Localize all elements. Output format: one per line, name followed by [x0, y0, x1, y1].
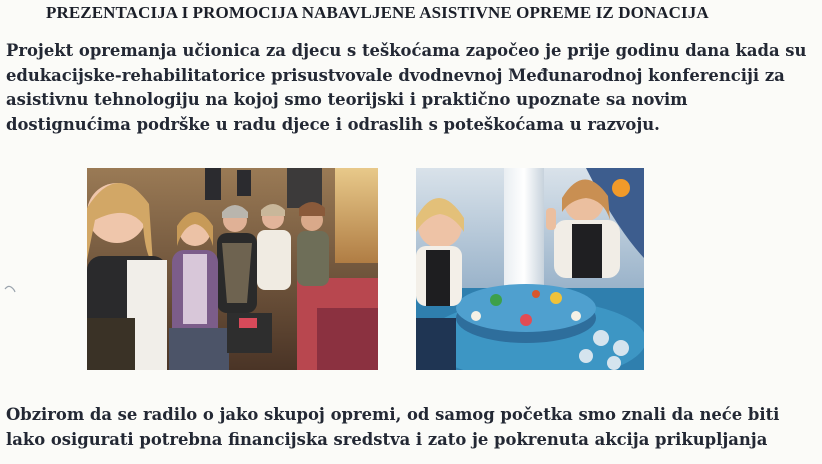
paragraph-intro — [6, 39, 818, 137]
document-title: PREZENTACIJA I PROMOCIJA NABAVLJENE ASISTIVNE OPREME IZ DONACIJA — [46, 3, 709, 22]
paragraph-line: Projekt opremanja učionica za djecu s teškoćama započeo je prije godinu dana kada su — [6, 41, 807, 60]
conference-photo — [87, 168, 378, 370]
paragraph-line: lako osigurati potrebna financijska sredstva i zato je pokrenuta akcija prikupljanja — [6, 429, 768, 449]
paragraph-line: asistivnu tehnologiju na kojoj smo teorijski i praktično upoznate sa novim — [6, 90, 688, 110]
paragraph-line: edukacijske-rehabilitatorice prisustvovale dvodnevnoj Međunarodnoj konferenciji za — [6, 65, 785, 85]
paragraph-line: Obzirom da se radilo o jako skupoj opremi, od samog početka smo znali da neće biti — [6, 405, 780, 424]
paragraph-line: dostignućima podrške u radu djece i odraslih s poteškoćama u razvoju. — [6, 114, 660, 134]
sensory-equipment-photo — [416, 168, 644, 370]
paragraph-funding — [6, 403, 818, 452]
scan-speck-icon — [4, 284, 16, 294]
